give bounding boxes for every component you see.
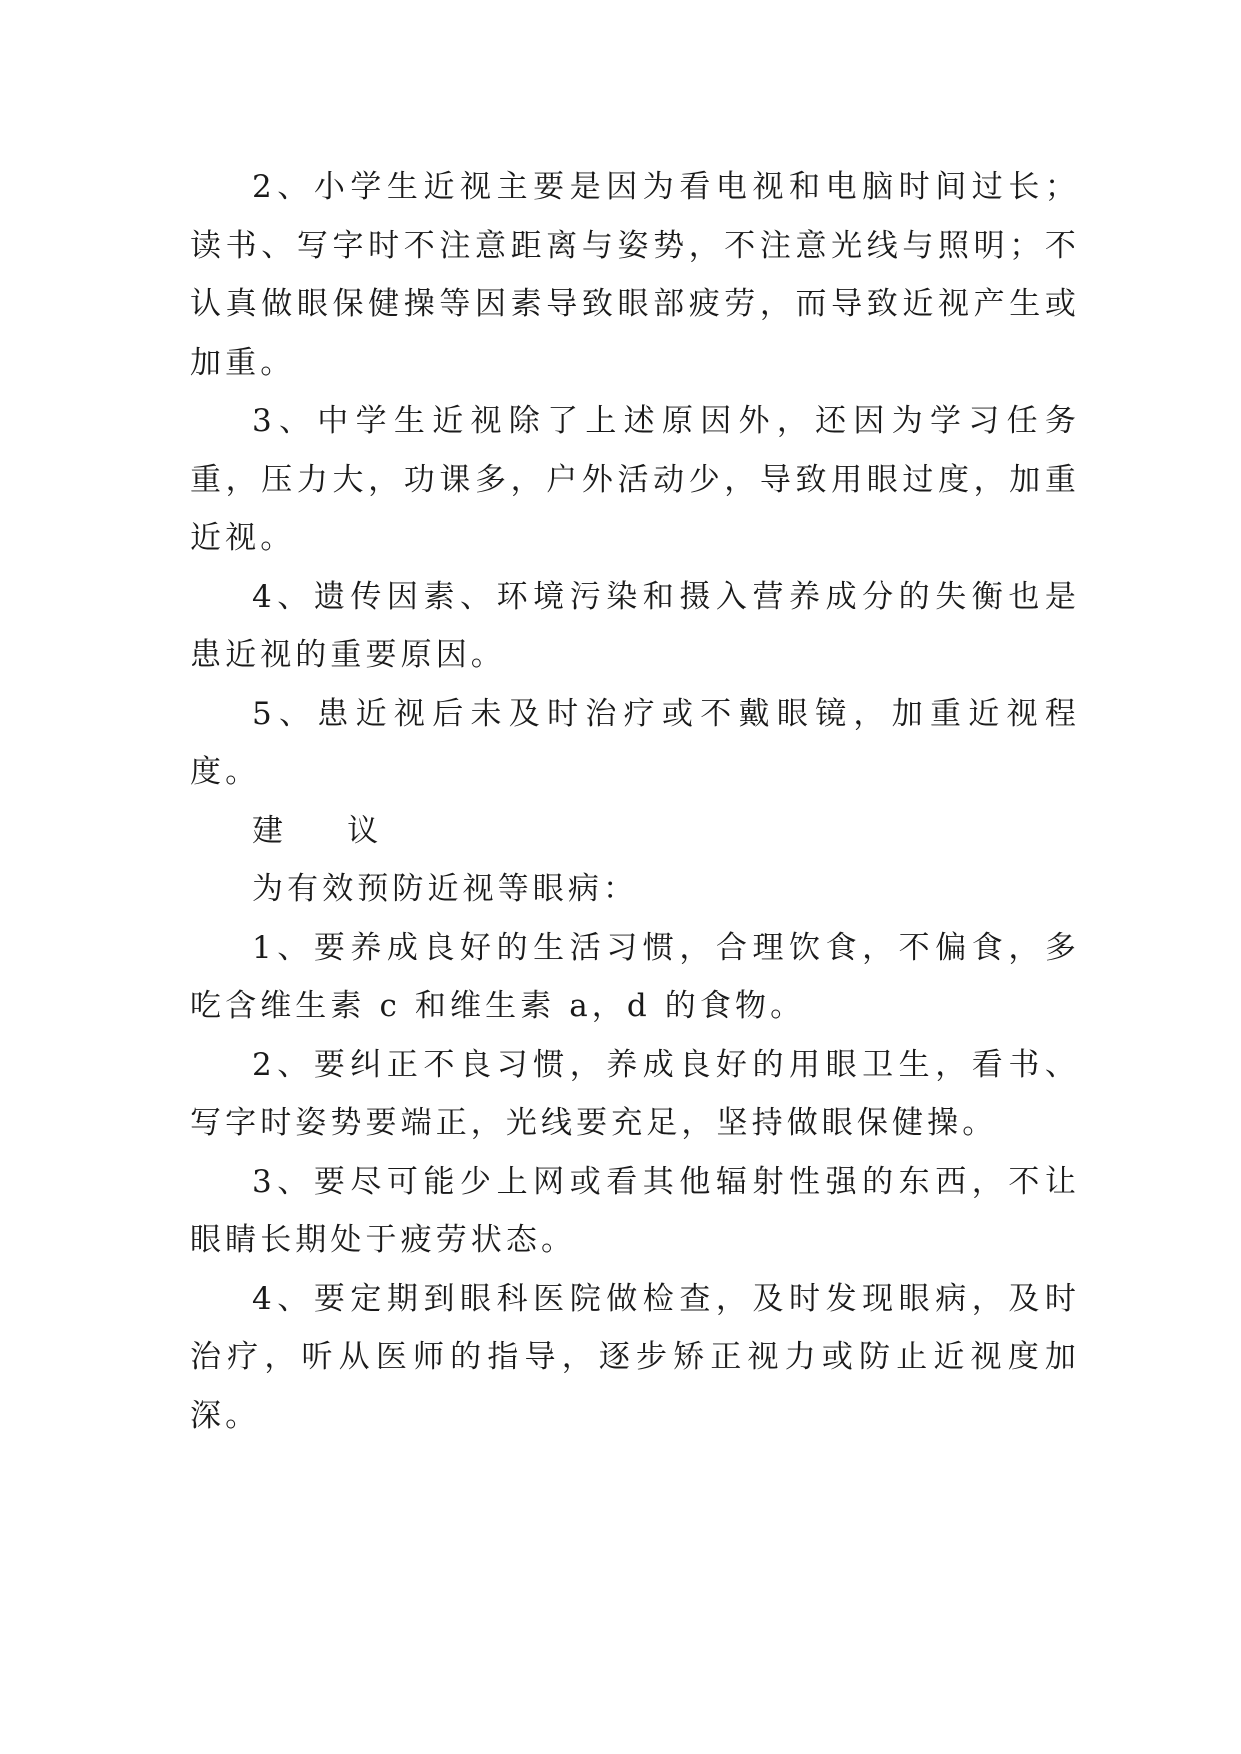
paragraph-cause-4: 4、遗传因素、环境污染和摄入营养成分的失衡也是患近视的重要原因。 xyxy=(190,578,1080,673)
section-heading-suggestions xyxy=(190,802,1080,861)
paragraph-suggestion-3: 3、要尽可能少上网或看其他辐射性强的东西，不让眼睛长期处于疲劳状态。 xyxy=(190,1163,1080,1258)
paragraph-suggestion-4: 4、要定期到眼科医院做检查，及时发现眼病，及时治疗，听从医师的指导，逐步矫正视力或防止近视度加深。 xyxy=(190,1280,1080,1434)
heading-char-2: 议 xyxy=(347,812,383,849)
paragraph-suggestion-2: 2、要纠正不良习惯，养成良好的用眼卫生，看书、写字时姿势要端正，光线要充足，坚持做眼保健操。 xyxy=(190,1046,1080,1141)
paragraph-cause-2: 2、小学生近视主要是因为看电视和电脑时间过长；读书、写字时不注意距离与姿势，不注意光线与照明；不认真做眼保健操等因素导致眼部疲劳，而导致近视产生或加重。 xyxy=(190,169,1080,381)
suggestions-intro: 为有效预防近视等眼病： xyxy=(252,871,639,907)
heading-char-1: 建 xyxy=(252,812,288,849)
paragraph-cause-3: 3、中学生近视除了上述原因外，还因为学习任务重，压力大，功课多，户外活动少，导致用眼过度，加重近视。 xyxy=(190,403,1080,556)
paragraph-suggestion-1: 1、要养成良好的生活习惯，合理饮食，不偏食，多吃含维生素 c 和维生素 a，d 的食物。 xyxy=(190,929,1080,1024)
document-body xyxy=(190,158,1080,1445)
paragraph-cause-5: 5、患近视后未及时治疗或不戴眼镜，加重近视程度。 xyxy=(190,695,1080,790)
